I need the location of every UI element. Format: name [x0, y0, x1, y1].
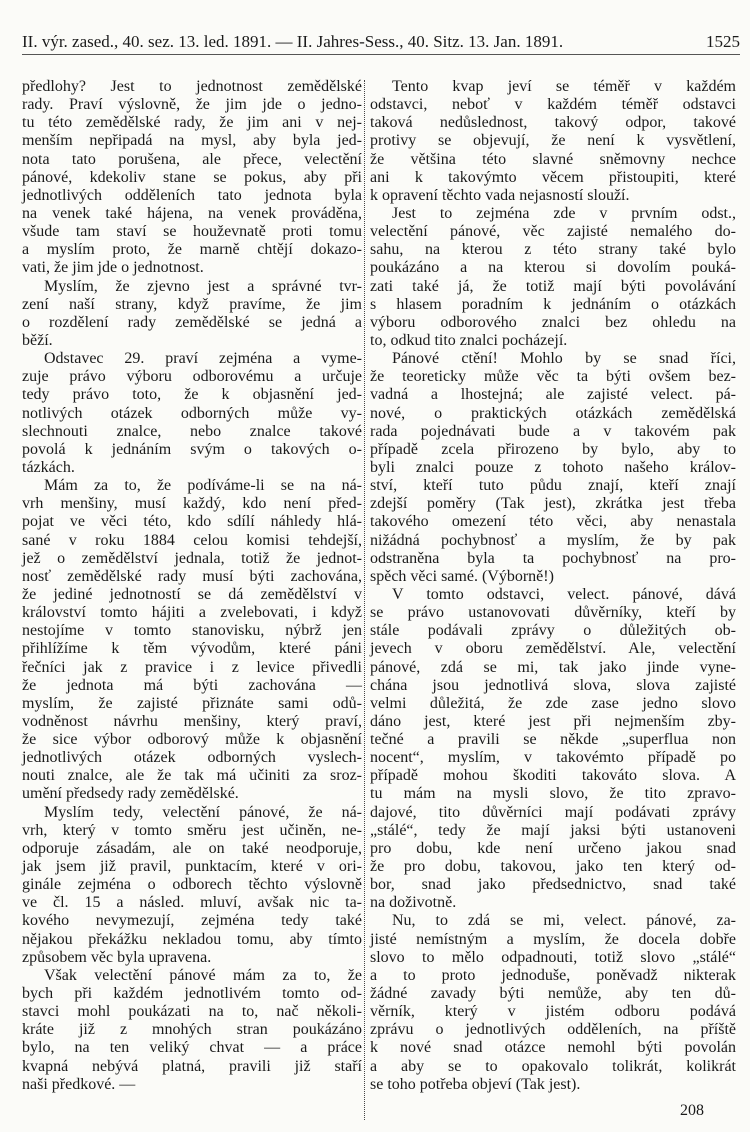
text-line: království tomto hájiti a zvelebovati, i když: [22, 604, 362, 622]
text-line: všude tam staví se houževnatě proti tomu: [22, 223, 362, 241]
column-divider: [364, 80, 365, 1120]
text-line: přihlížíme k těm vývodům, které páni: [22, 640, 362, 658]
text-line: věrník, který v jistém odboru podává: [370, 1003, 736, 1021]
text-line: myslím, že zajisté přiznáte sami odů-: [22, 694, 362, 712]
text-line: se toho potřeba objeví (Tak jest).: [370, 1075, 581, 1093]
text-line: jevech v oboru zemědělství. Ale, velectění: [370, 640, 736, 658]
text-line: vati, že jim jde o jednotnost.: [22, 259, 204, 277]
text-line: že pro dobu, takovou, jako ten který od-: [370, 858, 736, 876]
header-title: II. výr. zased., 40. sez. 13. led. 1891. — II. Jahres-Sess., 40. Sitz. 13. Jan. 1891.: [22, 32, 564, 51]
text-line: ve čl. 15 a násled. mluví, avšak nic ta-: [22, 894, 362, 912]
text-line: vrh menšiny, musí každý, kdo není před-: [22, 495, 362, 513]
right-column: [370, 78, 736, 1094]
text-line: vodněnost návrhu menšiny, který praví,: [22, 712, 362, 730]
text-line: dajové, tito důvěrníci mají podávati zprávy: [370, 803, 736, 821]
text-line: nosť zemědělské rady musí býti zachována,: [22, 567, 362, 585]
text-line: umění předsedy rady zemědělské.: [22, 785, 239, 803]
text-line: Myslím, že zjevno jest a správné tvr-: [44, 277, 362, 295]
text-line: bylo, na ten veliký chvat — a práce: [22, 1039, 362, 1057]
text-line: Nu, to zdá se mi, velect. pánové, za-: [392, 912, 736, 930]
text-line: že většina této slavné sněmovny nechce: [370, 150, 736, 168]
text-line: dáno jest, které jest při nejmenším zby-: [370, 712, 736, 730]
text-line: že jediné jednotností se dá zemědělství v: [22, 585, 362, 603]
text-line: Myslím tedy, velectění pánové, že ná-: [44, 803, 362, 821]
text-line: stavci mohl poukázati na to, nač několi-: [22, 1003, 362, 1021]
text-line: takového omezení této věci, aby nenastala: [370, 513, 736, 531]
text-line: nouti znalce, ale že tak má učiniti za sroz-: [22, 767, 362, 785]
text-line: ani k takovýmto věcem přistoupiti, které: [370, 168, 736, 186]
text-line: o rozdělení rady zemědělské se jedná a: [22, 313, 362, 331]
text-line: žádné zavady býti nemůže, aby ten dů-: [370, 985, 736, 1003]
text-line: notlivých otázek odborných může vy-: [22, 404, 362, 422]
text-line: stále podávali zprávy o důležitých ob-: [370, 622, 736, 640]
text-line: že sice výbor odborový může k objasnění: [22, 731, 362, 749]
text-line: způsobem věc byla upravena.: [22, 948, 212, 966]
text-line: kvapná nebývá platná, pravili již staří: [22, 1057, 362, 1075]
text-line: jednotlivých odděleních tato jednota byla: [22, 186, 362, 204]
text-line: V tomto odstavci, velect. pánové, dává: [392, 585, 736, 603]
text-line: zdejší poměry (Tak jest), zkrátka jest třeba: [370, 495, 736, 513]
text-line: nestojíme v tomto stanovisku, nýbrž jen: [22, 622, 362, 640]
text-line: menším nepřipadá na mysl, aby byla jed-: [22, 132, 362, 150]
text-line: Jest to zejména zde v prvním odst.,: [392, 204, 736, 222]
page-number: 1525: [706, 32, 740, 51]
text-line: a aby se to opakovalo tolikrát, kolikrát: [370, 1057, 736, 1075]
text-line: tedy právo toto, že k objasnění jed-: [22, 386, 362, 404]
text-line: ginále zejména o odborech těchto výslovně: [22, 876, 362, 894]
text-line: nějakou překážku nekladou tomu, aby tímto: [22, 930, 362, 948]
text-line: nota tato porušena, ale přece, velectění: [22, 150, 362, 168]
text-line: povolá k jednáním svým o takových o-: [22, 440, 362, 458]
text-line: řečníci jak z pravice i z levice přivedli: [22, 658, 362, 676]
text-line: výboru odborového znalci bez ohledu na: [370, 313, 736, 331]
text-line: k opravení těchto vada nejasností slouží.: [370, 186, 630, 204]
text-line: tázkách.: [22, 458, 75, 476]
text-line: sané v roku 1884 celou komisi tehdejší,: [22, 531, 362, 549]
text-line: odporuje zásadám, ale on také neodporuje,: [22, 839, 362, 857]
text-line: chána jsou jednotlivá slova, slova zajisté: [370, 676, 736, 694]
text-line: že teoreticky může věc ta býti ovšem bez-: [370, 368, 736, 386]
text-line: a myslím proto, že marně chtějí dokazo-: [22, 241, 362, 259]
text-line: pro dobu, kde není určeno jakou snad: [370, 839, 736, 857]
text-line: „stálé“, tedy že mají jaksi býti ustanoveni: [370, 821, 736, 839]
text-line: protivy se objevují, že není k vysvětlení,: [370, 132, 736, 150]
text-line: tu této zemědělské rady, že jim ani v nej-: [22, 114, 362, 132]
text-line: zení naší strany, když pravíme, že jim: [22, 295, 362, 313]
text-line: zati také já, že totiž mají býti povolávání: [370, 277, 736, 295]
text-line: velectění pánové, věc zajisté nemalého do-: [370, 223, 736, 241]
text-line: Mám za to, že podíváme-li se na ná-: [44, 477, 362, 495]
text-line: Odstavec 29. praví zejména a vyme-: [44, 350, 362, 368]
text-line: pánové, zdá se mi, tak jako jinde vyne-: [370, 658, 736, 676]
text-line: bor, snad jako předsednictvo, snad také: [370, 876, 736, 894]
text-line: tu mám na mysli slovo, že tito zpravo-: [370, 785, 736, 803]
text-line: vadná a lhostejná; ale zajisté velect. pá-: [370, 386, 736, 404]
text-line: taková nedůslednost, takový odpor, takové: [370, 114, 736, 132]
text-line: případě mohou škoditi takováto slova. A: [370, 767, 736, 785]
text-line: jisté nemístným a myslím, že docela dobře: [370, 930, 736, 948]
text-line: vrh, který v tomto směru jest učiněn, ne-: [22, 821, 362, 839]
text-line: Pánové ctění! Mohlo by se snad říci,: [392, 350, 736, 368]
text-line: nocent“, myslím, v takovémto případě po: [370, 749, 736, 767]
text-line: případě zcela přirozeno by bylo, aby to: [370, 440, 736, 458]
text-line: byli znalci pouze z tohoto našeho králov-: [370, 458, 736, 476]
text-line: nižádná pochybnosť a myslím, že by pak: [370, 531, 736, 549]
text-line: Však velectění pánové mám za to, že: [44, 966, 362, 984]
text-line: to, odkud tito znalci pocházejí.: [370, 331, 568, 349]
text-line: jež o zemědělství jednala, totiž že jednot-: [22, 549, 362, 567]
text-line: na doživotně.: [370, 894, 457, 912]
text-line: s hlasem poradním k jednáním o otázkách: [370, 295, 736, 313]
text-line: že jednota má býti zachována —: [22, 676, 362, 694]
text-line: velmi důležitá, že zde zase jedno slovo: [370, 694, 736, 712]
text-line: ství, kteří tuto půdu znají, kteří znají: [370, 477, 736, 495]
text-line: rada pojednávati bude a v takovém pak: [370, 422, 736, 440]
text-line: zuje právo výboru odborovému a určuje: [22, 368, 362, 386]
text-line: nové, o praktických otázkách zemědělská: [370, 404, 736, 422]
text-line: předlohy? Jest to jednotnost zemědělské: [22, 78, 362, 95]
text-line: odstraněna byla ta pochybnosť na pro-: [370, 549, 736, 567]
text-line: spěch věci samé. (Výborně!): [370, 567, 554, 585]
text-line: jak jsem již pravil, punktacím, které v ori-: [22, 858, 362, 876]
text-line: pojat ve věci této, kdo sdílí náhledy hlá-: [22, 513, 362, 531]
text-line: k nové snad otázce nemohl býti povolán: [370, 1039, 736, 1057]
text-line: naši předkové. —: [22, 1075, 136, 1093]
text-line: se právo ustanovovati důvěrníky, kteří by: [370, 604, 736, 622]
text-line: a to proto jednoduše, poněvadž nikterak: [370, 966, 736, 984]
text-line: kového nevymezují, zejména tedy také: [22, 912, 362, 930]
text-line: rady. Praví výslovně, že jim jde o jedno-: [22, 96, 362, 114]
text-line: jednotlivých otázek odborných vyslech-: [22, 749, 362, 767]
text-line: kráte již z mnohých stran poukázáno: [22, 1021, 362, 1039]
text-line: na venek také hájena, na venek prováděna,: [22, 204, 362, 222]
text-line: Tento kvap jeví se téměř v každém: [392, 78, 736, 95]
text-line: zprávu o jednotlivých odděleních, na příště: [370, 1021, 736, 1039]
running-header: [22, 32, 740, 55]
sheet-number: 208: [680, 1102, 704, 1119]
left-column: [22, 78, 362, 1094]
text-line: běží.: [22, 331, 53, 349]
text-line: odstavci, neboť v každém téměř odstavci: [370, 96, 736, 114]
text-line: sahu, na kterou z této strany také bylo: [370, 241, 736, 259]
text-line: bych při každém jednotlivém tomto od-: [22, 985, 362, 1003]
text-line: tečné a pravili se někde „superflua non: [370, 731, 736, 749]
text-line: slechnouti znalce, nebo znalce takové: [22, 422, 362, 440]
text-line: slovo to mělo odpadnouti, totiž slovo „stálé“: [370, 948, 736, 966]
text-line: pánové, kdekoliv stane se pokus, aby při: [22, 168, 362, 186]
text-line: poukázáno a na kterou si dovolím pouká-: [370, 259, 736, 277]
